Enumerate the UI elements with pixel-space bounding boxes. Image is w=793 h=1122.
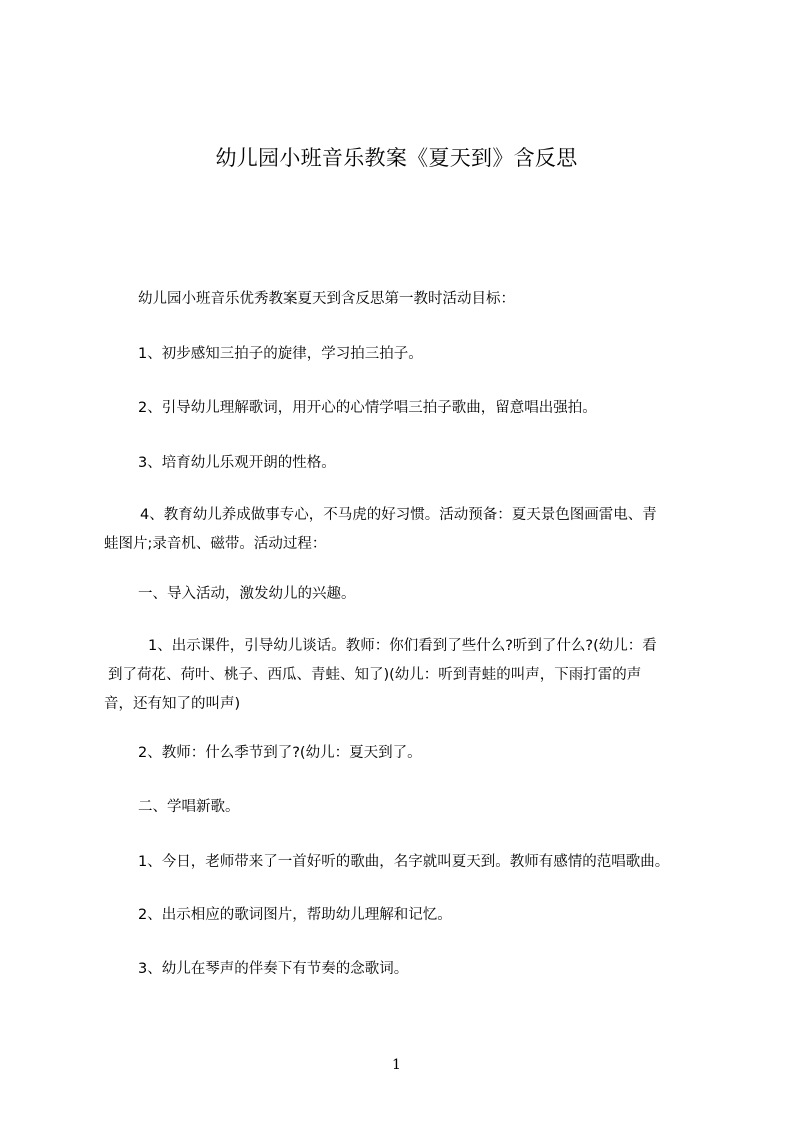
paragraph-line: 1、出示课件，引导幼儿谈话。教师：你们看到了些什么?听到了什么?(幼儿：看 [148,638,657,654]
paragraph [104,501,657,559]
paragraph-line: 音，还有知了的叫声) [104,696,241,712]
document-title: 幼儿园小班音乐教案《夏天到》含反思 [215,146,578,170]
paragraph-line: 蛙图片;录音机、磁带。活动过程： [104,536,327,552]
paragraph [138,285,515,314]
paragraph [138,580,356,609]
paragraph-line: 幼儿园小班音乐优秀教案夏天到含反思第一教时活动目标： [138,291,515,307]
paragraph [138,394,597,423]
paragraph [138,449,336,478]
paragraph-line: 3、幼儿在琴声的伴奏下有节奏的念歌词。 [138,961,409,977]
paragraph-line: 2、出示相应的歌词图片，帮助幼儿理解和记忆。 [138,907,452,923]
paragraph [138,739,422,768]
paragraph [138,955,408,984]
paragraph-line: 1、初步感知三拍子的旋律，学习拍三拍子。 [138,346,423,362]
paragraph [138,793,240,822]
paragraph-line: 2、引导幼儿理解歌词，用开心的心情学唱三拍子歌曲，留意唱出强拍。 [138,400,597,416]
paragraph-line: 3、培育幼儿乐观开朗的性格。 [138,455,336,471]
paragraph-line: 4、教育幼儿养成做事专心，不马虎的好习惯。活动预备：夏天景色图画雷电、青 [140,507,657,523]
page-number: 1 [392,1057,401,1073]
paragraph-line: 到了荷花、荷叶、桃子、西瓜、青蛙、知了)(幼儿：听到青蛙的叫声，下雨打雷的声 [108,667,642,683]
paragraph [138,901,452,930]
paragraph [138,340,423,369]
paragraph-line: 2、教师：什么季节到了?(幼儿：夏天到了。 [138,745,422,761]
paragraph-line: 一、导入活动，激发幼儿的兴趣。 [138,586,356,602]
paragraph [138,848,669,877]
paragraph-line: 1、今日，老师带来了一首好听的歌曲，名字就叫夏天到。教师有感情的范唱歌曲。 [138,854,670,870]
paragraph-line: 二、学唱新歌。 [138,799,240,815]
paragraph [104,632,657,719]
